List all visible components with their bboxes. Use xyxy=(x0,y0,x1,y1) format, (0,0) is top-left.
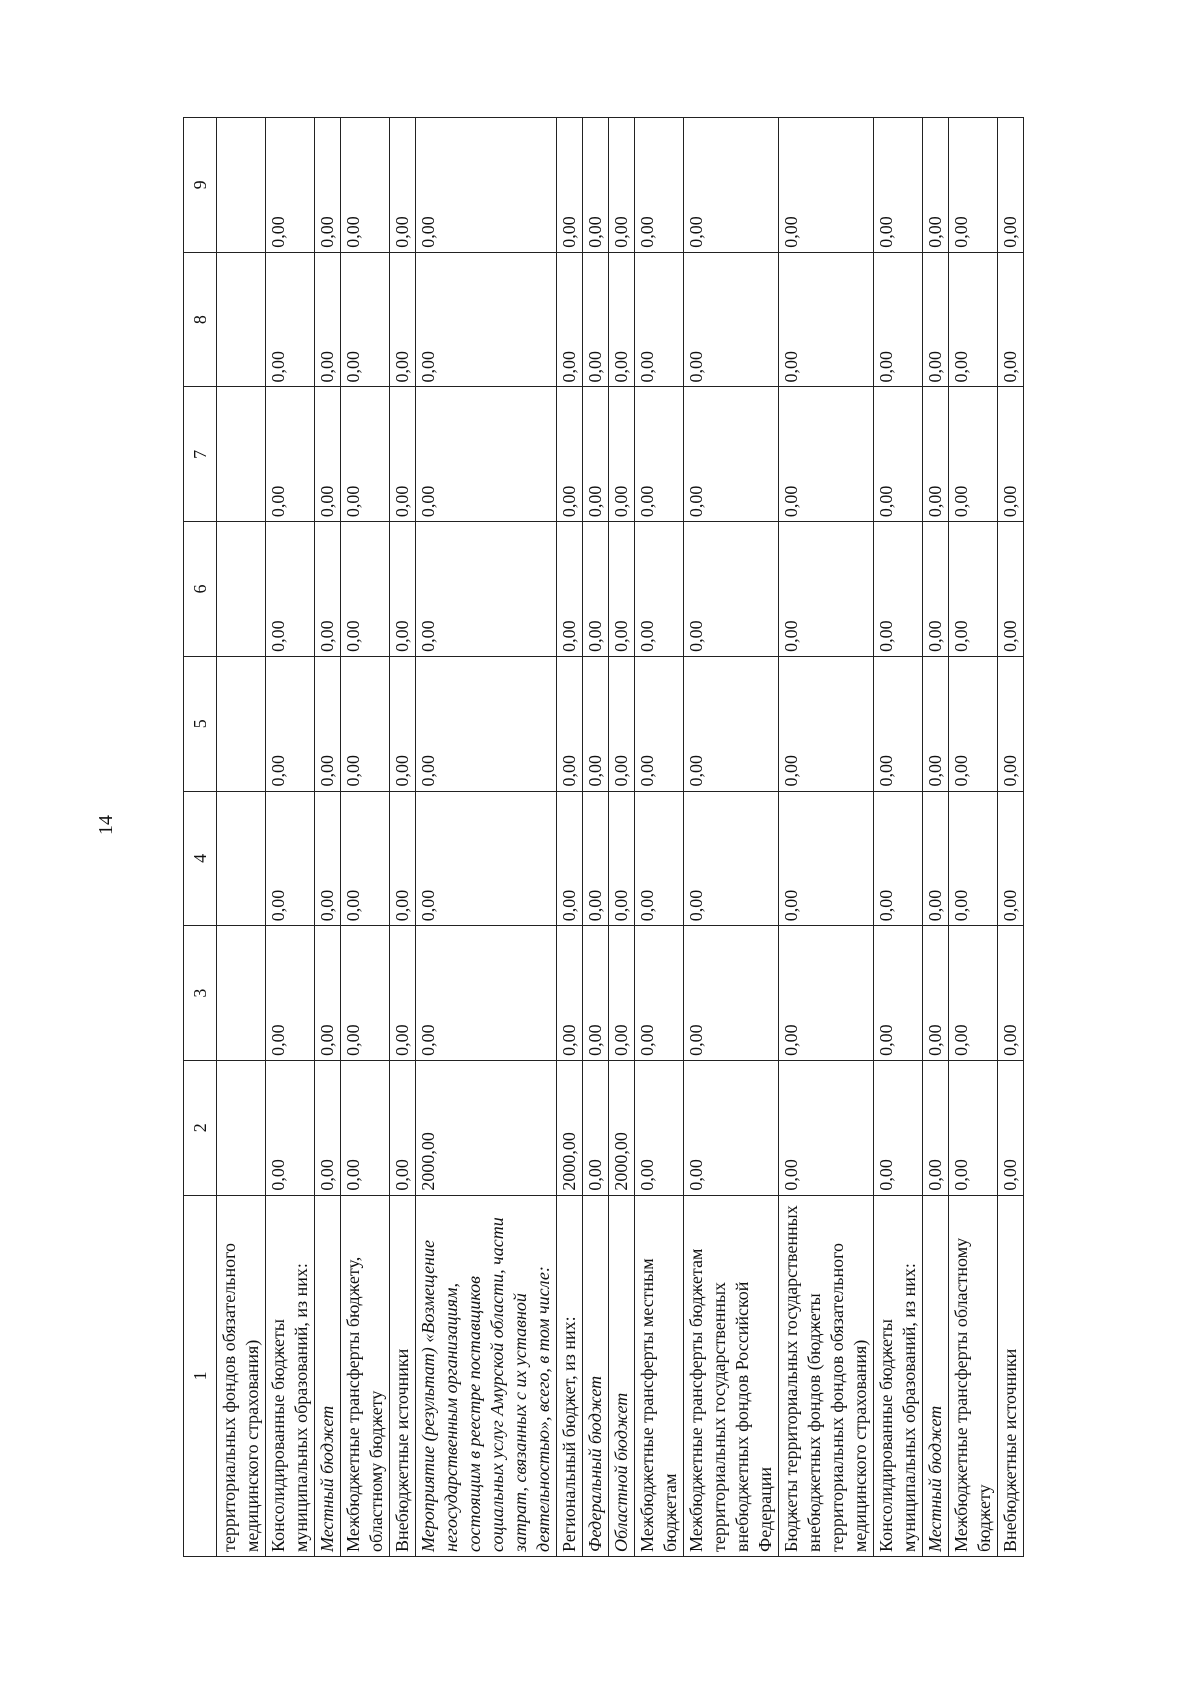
value-cell: 0,00 xyxy=(416,118,557,253)
page-number: 14 xyxy=(95,815,117,835)
value-cell: 0,00 xyxy=(874,387,923,522)
value-cell xyxy=(217,926,266,1061)
value-cell: 0,00 xyxy=(684,656,779,791)
value-cell: 0,00 xyxy=(874,1060,923,1195)
value-cell: 2000,00 xyxy=(609,1060,635,1195)
row-label: Межбюджетные трансферты областному бюджету xyxy=(949,1195,998,1556)
value-cell: 0,00 xyxy=(923,118,949,253)
value-cell: 0,00 xyxy=(635,252,684,387)
value-cell: 0,00 xyxy=(998,791,1024,926)
value-cell: 0,00 xyxy=(998,522,1024,657)
column-header: 2 xyxy=(184,1060,217,1195)
column-header: 6 xyxy=(184,522,217,657)
table-row xyxy=(557,118,583,1557)
value-cell: 0,00 xyxy=(949,1060,998,1195)
row-label: Федеральный бюджет xyxy=(583,1195,609,1556)
value-cell: 0,00 xyxy=(684,926,779,1061)
row-label: Областной бюджет xyxy=(609,1195,635,1556)
rotated-table-container xyxy=(183,117,1043,1557)
table-row xyxy=(923,118,949,1557)
value-cell xyxy=(217,118,266,253)
value-cell xyxy=(217,1060,266,1195)
value-cell: 0,00 xyxy=(998,656,1024,791)
table-row xyxy=(315,118,341,1557)
value-cell: 0,00 xyxy=(583,118,609,253)
value-cell: 0,00 xyxy=(609,387,635,522)
value-cell: 0,00 xyxy=(341,387,390,522)
value-cell: 0,00 xyxy=(557,387,583,522)
value-cell: 0,00 xyxy=(998,926,1024,1061)
table-row xyxy=(583,118,609,1557)
value-cell: 0,00 xyxy=(583,1060,609,1195)
value-cell xyxy=(217,387,266,522)
value-cell: 0,00 xyxy=(684,118,779,253)
value-cell: 0,00 xyxy=(583,252,609,387)
value-cell: 0,00 xyxy=(315,118,341,253)
value-cell: 0,00 xyxy=(390,1060,416,1195)
value-cell: 0,00 xyxy=(390,118,416,253)
value-cell: 0,00 xyxy=(341,791,390,926)
value-cell xyxy=(217,252,266,387)
value-cell: 0,00 xyxy=(315,926,341,1061)
value-cell: 0,00 xyxy=(684,387,779,522)
value-cell: 0,00 xyxy=(266,118,315,253)
value-cell: 0,00 xyxy=(609,118,635,253)
value-cell: 0,00 xyxy=(583,522,609,657)
value-cell: 0,00 xyxy=(557,118,583,253)
table-row xyxy=(635,118,684,1557)
row-label: Межбюджетные трансферты бюджетам территориальных государственных внебюджетных фондов Российской Федерации xyxy=(684,1195,779,1556)
value-cell: 0,00 xyxy=(949,118,998,253)
value-cell: 0,00 xyxy=(341,522,390,657)
value-cell: 0,00 xyxy=(779,522,874,657)
value-cell: 0,00 xyxy=(416,656,557,791)
row-label: Консолидированные бюджеты муниципальных образований, из них: xyxy=(874,1195,923,1556)
value-cell: 0,00 xyxy=(315,791,341,926)
value-cell: 0,00 xyxy=(266,387,315,522)
value-cell: 0,00 xyxy=(923,252,949,387)
table-row xyxy=(998,118,1024,1557)
row-label: Консолидированные бюджеты муниципальных образований, из них: xyxy=(266,1195,315,1556)
table-row xyxy=(416,118,557,1557)
table-row xyxy=(874,118,923,1557)
value-cell xyxy=(217,791,266,926)
value-cell: 0,00 xyxy=(266,1060,315,1195)
value-cell: 0,00 xyxy=(998,252,1024,387)
value-cell: 0,00 xyxy=(779,252,874,387)
row-label: Межбюджетные трансферты местным бюджетам xyxy=(635,1195,684,1556)
value-cell: 0,00 xyxy=(583,656,609,791)
value-cell: 0,00 xyxy=(998,118,1024,253)
value-cell: 0,00 xyxy=(779,791,874,926)
row-label: Мероприятие (результат) «Возмещение негосударственным организациям, состоящим в реестре поставщиков социальных услуг Амурской области, части затрат, связанных с их уставной деятельностью», всего, в том числе: xyxy=(416,1195,557,1556)
value-cell: 0,00 xyxy=(583,387,609,522)
value-cell: 0,00 xyxy=(923,387,949,522)
table-row xyxy=(949,118,998,1557)
value-cell: 0,00 xyxy=(416,926,557,1061)
value-cell: 0,00 xyxy=(684,252,779,387)
row-label: Внебюджетные источники xyxy=(390,1195,416,1556)
value-cell: 0,00 xyxy=(998,1060,1024,1195)
table-row xyxy=(779,118,874,1557)
value-cell: 0,00 xyxy=(416,387,557,522)
row-label: территориальных фондов обязательного медицинского страхования) xyxy=(217,1195,266,1556)
value-cell: 0,00 xyxy=(949,387,998,522)
value-cell: 0,00 xyxy=(609,522,635,657)
table-row xyxy=(266,118,315,1557)
value-cell: 0,00 xyxy=(416,252,557,387)
header-row xyxy=(184,118,217,1557)
column-header: 5 xyxy=(184,656,217,791)
value-cell: 0,00 xyxy=(390,522,416,657)
value-cell: 0,00 xyxy=(315,252,341,387)
value-cell: 0,00 xyxy=(315,1060,341,1195)
value-cell: 0,00 xyxy=(609,656,635,791)
value-cell: 0,00 xyxy=(583,926,609,1061)
value-cell: 0,00 xyxy=(416,522,557,657)
value-cell: 0,00 xyxy=(874,926,923,1061)
value-cell: 0,00 xyxy=(557,656,583,791)
value-cell: 0,00 xyxy=(949,926,998,1061)
row-label: Бюджеты территориальных государственных внебюджетных фондов (бюджеты территориальных фондов обязательного медицинского страхования) xyxy=(779,1195,874,1556)
value-cell: 0,00 xyxy=(315,387,341,522)
table-row xyxy=(390,118,416,1557)
value-cell: 0,00 xyxy=(923,522,949,657)
value-cell: 0,00 xyxy=(874,118,923,253)
table-row xyxy=(217,118,266,1557)
value-cell xyxy=(217,656,266,791)
table-body xyxy=(217,118,1024,1557)
row-label: Межбюджетные трансферты бюджету, областному бюджету xyxy=(341,1195,390,1556)
value-cell: 0,00 xyxy=(609,252,635,387)
value-cell: 0,00 xyxy=(923,1060,949,1195)
value-cell: 0,00 xyxy=(923,791,949,926)
value-cell: 0,00 xyxy=(266,791,315,926)
value-cell: 0,00 xyxy=(635,522,684,657)
value-cell: 0,00 xyxy=(684,522,779,657)
value-cell: 0,00 xyxy=(874,252,923,387)
value-cell: 0,00 xyxy=(315,656,341,791)
value-cell: 0,00 xyxy=(390,791,416,926)
column-header: 1 xyxy=(184,1195,217,1556)
column-header: 7 xyxy=(184,387,217,522)
value-cell: 0,00 xyxy=(923,926,949,1061)
row-label: Региональный бюджет, из них: xyxy=(557,1195,583,1556)
column-header: 8 xyxy=(184,252,217,387)
value-cell: 0,00 xyxy=(635,791,684,926)
value-cell: 0,00 xyxy=(949,522,998,657)
value-cell: 0,00 xyxy=(557,791,583,926)
value-cell: 0,00 xyxy=(341,118,390,253)
row-label: Местный бюджет xyxy=(923,1195,949,1556)
column-header: 9 xyxy=(184,118,217,253)
value-cell: 0,00 xyxy=(923,656,949,791)
row-label: Внебюджетные источники xyxy=(998,1195,1024,1556)
value-cell: 0,00 xyxy=(315,522,341,657)
value-cell: 0,00 xyxy=(557,926,583,1061)
value-cell: 0,00 xyxy=(684,1060,779,1195)
row-label: Местный бюджет xyxy=(315,1195,341,1556)
value-cell: 0,00 xyxy=(635,118,684,253)
value-cell: 0,00 xyxy=(874,656,923,791)
value-cell: 0,00 xyxy=(635,387,684,522)
value-cell: 0,00 xyxy=(266,926,315,1061)
value-cell: 0,00 xyxy=(390,926,416,1061)
value-cell: 0,00 xyxy=(341,1060,390,1195)
value-cell: 0,00 xyxy=(341,252,390,387)
value-cell: 0,00 xyxy=(874,791,923,926)
table-row xyxy=(341,118,390,1557)
value-cell: 0,00 xyxy=(557,522,583,657)
table-row xyxy=(684,118,779,1557)
value-cell: 0,00 xyxy=(390,387,416,522)
value-cell: 0,00 xyxy=(609,926,635,1061)
value-cell: 0,00 xyxy=(949,791,998,926)
value-cell: 0,00 xyxy=(635,1060,684,1195)
value-cell: 0,00 xyxy=(684,791,779,926)
value-cell: 0,00 xyxy=(779,387,874,522)
value-cell: 2000,00 xyxy=(557,1060,583,1195)
column-header: 3 xyxy=(184,926,217,1061)
value-cell: 0,00 xyxy=(779,926,874,1061)
column-header: 4 xyxy=(184,791,217,926)
value-cell xyxy=(217,522,266,657)
value-cell: 0,00 xyxy=(998,387,1024,522)
value-cell: 0,00 xyxy=(341,656,390,791)
value-cell: 0,00 xyxy=(266,252,315,387)
value-cell: 0,00 xyxy=(557,252,583,387)
budget-table xyxy=(183,117,1024,1557)
value-cell: 0,00 xyxy=(341,926,390,1061)
table-row xyxy=(609,118,635,1557)
value-cell: 0,00 xyxy=(949,252,998,387)
value-cell: 0,00 xyxy=(416,791,557,926)
value-cell: 0,00 xyxy=(635,926,684,1061)
value-cell: 0,00 xyxy=(949,656,998,791)
value-cell: 0,00 xyxy=(874,522,923,657)
value-cell: 0,00 xyxy=(779,656,874,791)
value-cell: 2000,00 xyxy=(416,1060,557,1195)
value-cell: 0,00 xyxy=(635,656,684,791)
value-cell: 0,00 xyxy=(779,118,874,253)
value-cell: 0,00 xyxy=(266,522,315,657)
value-cell: 0,00 xyxy=(609,791,635,926)
value-cell: 0,00 xyxy=(583,791,609,926)
value-cell: 0,00 xyxy=(779,1060,874,1195)
value-cell: 0,00 xyxy=(390,656,416,791)
value-cell: 0,00 xyxy=(266,656,315,791)
value-cell: 0,00 xyxy=(390,252,416,387)
